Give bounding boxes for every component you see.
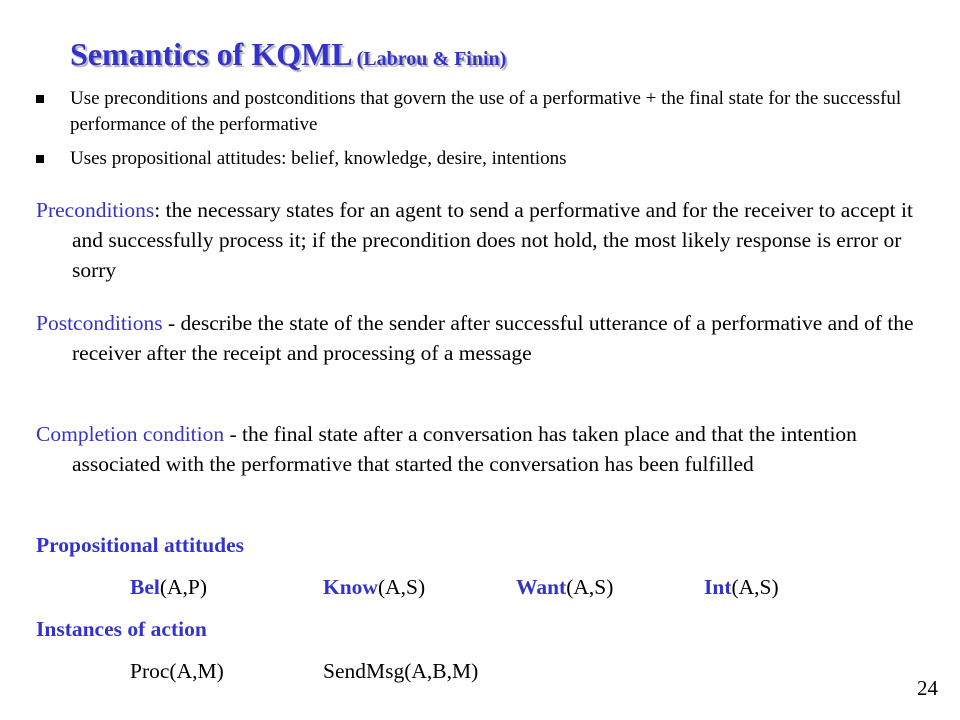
formula-know: Know(A,S): [323, 575, 426, 599]
formula-proc: Proc(A,M): [130, 659, 224, 683]
square-bullet-icon: [36, 155, 44, 163]
formula-sendmsg: SendMsg(A,B,M): [323, 659, 479, 683]
completion-paragraph: [36, 419, 946, 479]
formula-bel: Bel(A,P): [130, 575, 208, 599]
postconditions-text: - describe the state of the sender after successful utterance of a performative and of the receiver after the receipt and processing of a message: [72, 311, 914, 365]
formula-int: Int(A,S): [704, 575, 779, 599]
bullet-list: [36, 86, 936, 180]
instances-heading: Instances of action: [36, 617, 207, 641]
preconditions-paragraph: [36, 195, 946, 285]
preconditions-text: : the necessary states for an agent to send a performative and for the receiver to accept it and successfully process it; if the precondition does not hold, the most likely response is error or sorry: [72, 198, 913, 282]
slide-title: [70, 36, 506, 73]
bullet-text: Use preconditions and postconditions that govern the use of a performative + the final state for the successful performance of the performative: [70, 88, 902, 135]
postconditions-paragraph: [36, 308, 946, 368]
page-number: 24: [917, 676, 938, 700]
postconditions-term: Postconditions: [36, 311, 163, 335]
title-sub: (Labrou & Finin): [356, 48, 507, 70]
bullet-text: Uses propositional attitudes: belief, knowledge, desire, intentions: [70, 148, 567, 169]
title-main: Semantics of KQML: [70, 36, 353, 72]
preconditions-term: Preconditions: [36, 198, 155, 222]
formula-want: Want(A,S): [516, 575, 614, 599]
completion-text: - the final state after a conversation has taken place and that the intention associated with the performative that started the conversation has been fulfilled: [72, 422, 857, 476]
completion-term: Completion condition: [36, 422, 225, 446]
bullet-item: [36, 86, 936, 138]
square-bullet-icon: [36, 95, 44, 103]
bullet-item: [36, 146, 936, 172]
propositional-heading: Propositional attitudes: [36, 533, 245, 557]
